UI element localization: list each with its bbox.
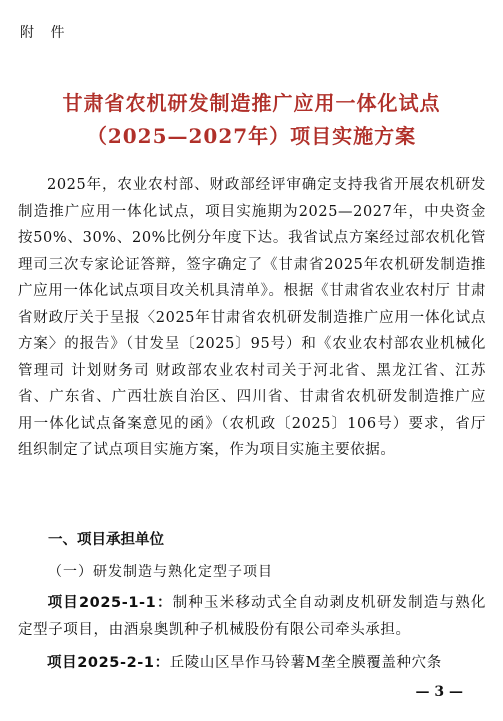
document-title-line2: （2025—2027年）项目实施方案 xyxy=(86,124,417,148)
project-item-2-text: 丘陵山区旱作马铃薯M垄全膜覆盖种穴条 xyxy=(169,655,442,671)
intro-paragraph: 2025年，农业农村部、财政部经评审确定支持我省开展农机研发制造推广应用一体化试点，项目实施期为2025—2027年，中央资金按50%、30%、20%比例分年度下达。我省试点方案经过部农机化管理司三次专家论证答辩，签字确定了《甘肃省2025年农机研发制造推广应用一体化试点项目攻关机具清单》。根据《甘肃省农业农村厅 甘肃省财政厅关于呈报〈2025年甘肃省农机研发制造推广应用一体化试点方案〉的报告》（甘发呈〔2025〕95号）和《农业农村部农业机械化管理司 计划财务司 财政部农业农村司关于河北省、黑龙江省、江苏省、广东省、广西壮族自治区、四川省、甘肃省农机研发制造推广应用一体化试点备案意见的函》（农机政〔2025〕106号）要求，省厅组织制定了试点项目实施方案，作为项目实施主要依据。 xyxy=(18,177,486,458)
project-item-2-label: 项目2025-2-1： xyxy=(47,655,170,671)
attachment-label: 附 件 xyxy=(20,25,71,41)
section-heading: 一、项目承担单位 xyxy=(48,532,164,548)
subsection-heading: （一）研发制造与熟化定型子项目 xyxy=(48,564,273,580)
document-title-line1: 甘肃省农机研发制造推广应用一体化试点 xyxy=(62,91,441,115)
project-item-2 xyxy=(18,650,486,677)
project-item-1 xyxy=(18,590,486,643)
page-number: — 3 — xyxy=(415,684,463,700)
project-item-1-text: 制种玉米移动式全自动剥皮机研发制造与熟化定型子项目，由酒泉奥凯种子机械股份有限公司牵头承担。 xyxy=(18,595,486,638)
project-item-1-label: 项目2025-1-1： xyxy=(47,595,173,611)
